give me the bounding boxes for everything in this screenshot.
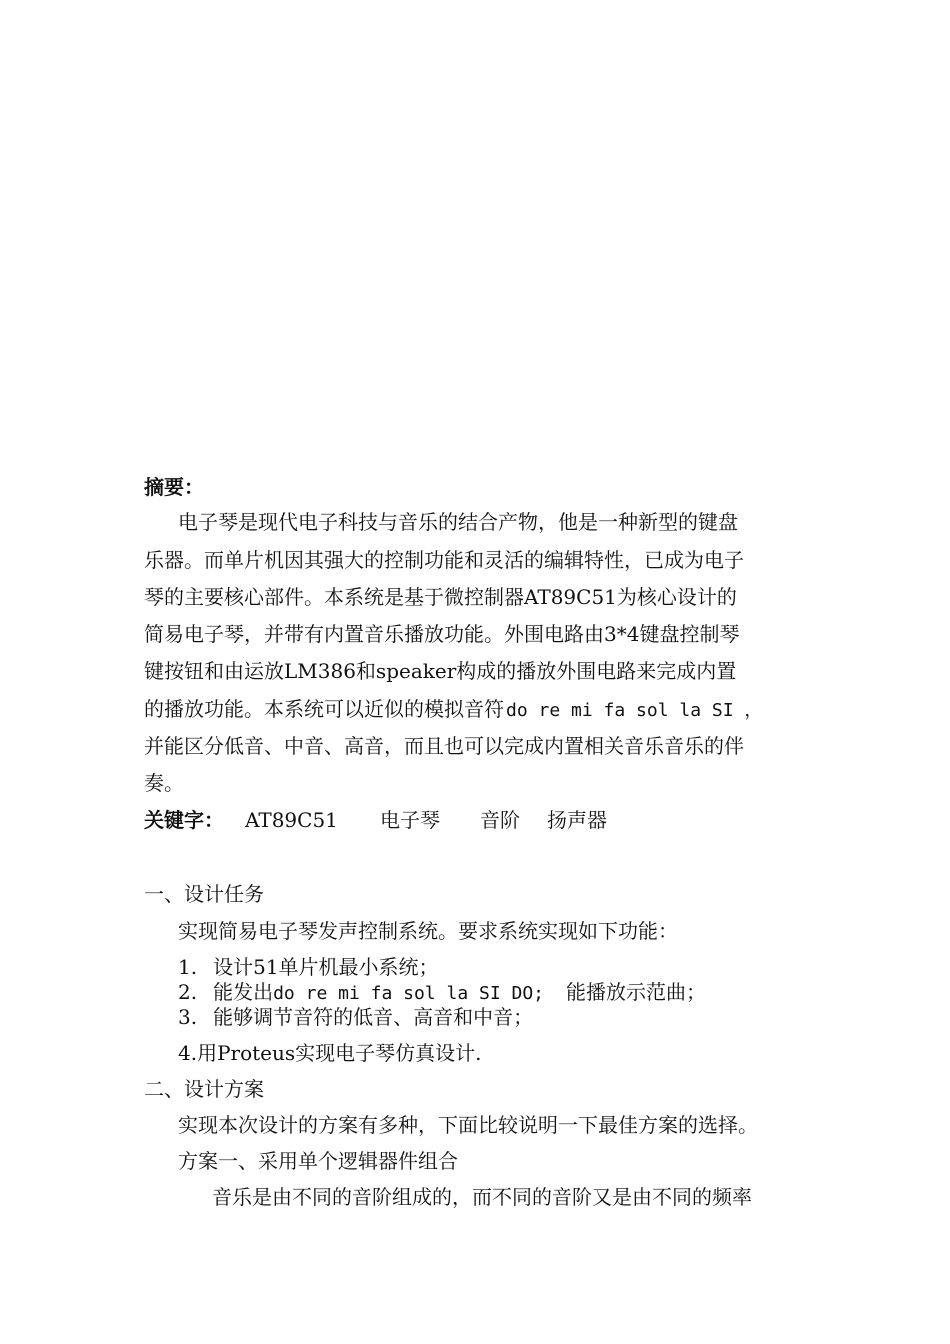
section2-option1: 方案一、采用单个逻辑器件组合 <box>178 1149 458 1173</box>
task-item-number: 2. <box>178 980 198 1004</box>
task-item-number: 1. <box>178 955 198 979</box>
keyword-item: AT89C51 <box>245 808 338 832</box>
abstract-line-6-notes: do re mi fa sol la SI ， <box>506 700 763 721</box>
task-item-text: 能发出 <box>213 980 274 1004</box>
task-item-4: 4.用Proteus实现电子琴仿真设计. <box>178 1041 482 1065</box>
task-item-1 <box>178 955 439 979</box>
abstract-line-3: 琴的主要核心部件。本系统是基于微控制器AT89C51为核心设计的 <box>144 585 737 609</box>
task-item-3 <box>178 1005 533 1029</box>
abstract-line-5: 键按钮和由运放LM386和speaker构成的播放外围电路来完成内置 <box>144 659 737 683</box>
task-item-notes: do re mi fa sol la SI DO; <box>273 983 545 1004</box>
abstract-line-6 <box>144 697 762 723</box>
section2-intro: 实现本次设计的方案有多种，下面比较说明一下最佳方案的选择。 <box>178 1113 758 1137</box>
keyword-item: 音阶 <box>480 808 520 832</box>
section1-intro: 实现简易电子琴发声控制系统。要求系统实现如下功能： <box>178 919 678 943</box>
abstract-line-4: 简易电子琴，并带有内置音乐播放功能。外围电路由3*4键盘控制琴 <box>144 622 740 646</box>
section1-title: 一、设计任务 <box>144 882 264 906</box>
abstract-line-2: 乐器。而单片机因其强大的控制功能和灵活的编辑特性，已成为电子 <box>144 548 744 572</box>
section2-paragraph: 音乐是由不同的音阶组成的，而不同的音阶又是由不同的频率 <box>212 1185 752 1209</box>
abstract-line-7: 并能区分低音、中音、高音，而且也可以完成内置相关音乐音乐的伴 <box>144 734 744 758</box>
keyword-item: 扬声器 <box>547 808 607 832</box>
section2-title: 二、设计方案 <box>144 1077 264 1101</box>
abstract-line-6-text: 的播放功能。本系统可以近似的模拟音符 <box>144 697 504 721</box>
abstract-line-1: 电子琴是现代电子科技与音乐的结合产物，他是一种新型的键盘 <box>178 510 738 534</box>
task-item-text: 设计51单片机最小系统； <box>213 955 439 979</box>
task-item-2 <box>178 980 706 1006</box>
abstract-line-8: 奏。 <box>144 771 184 795</box>
abstract-heading: 摘要： <box>144 475 204 499</box>
task-item-number: 3. <box>178 1005 198 1029</box>
keyword-item: 电子琴 <box>380 808 440 832</box>
task-item-text: 能够调节音符的低音、高音和中音； <box>213 1005 534 1029</box>
keywords-label: 关键字： <box>144 808 224 832</box>
task-item-text-b: 能播放示范曲； <box>566 980 707 1004</box>
